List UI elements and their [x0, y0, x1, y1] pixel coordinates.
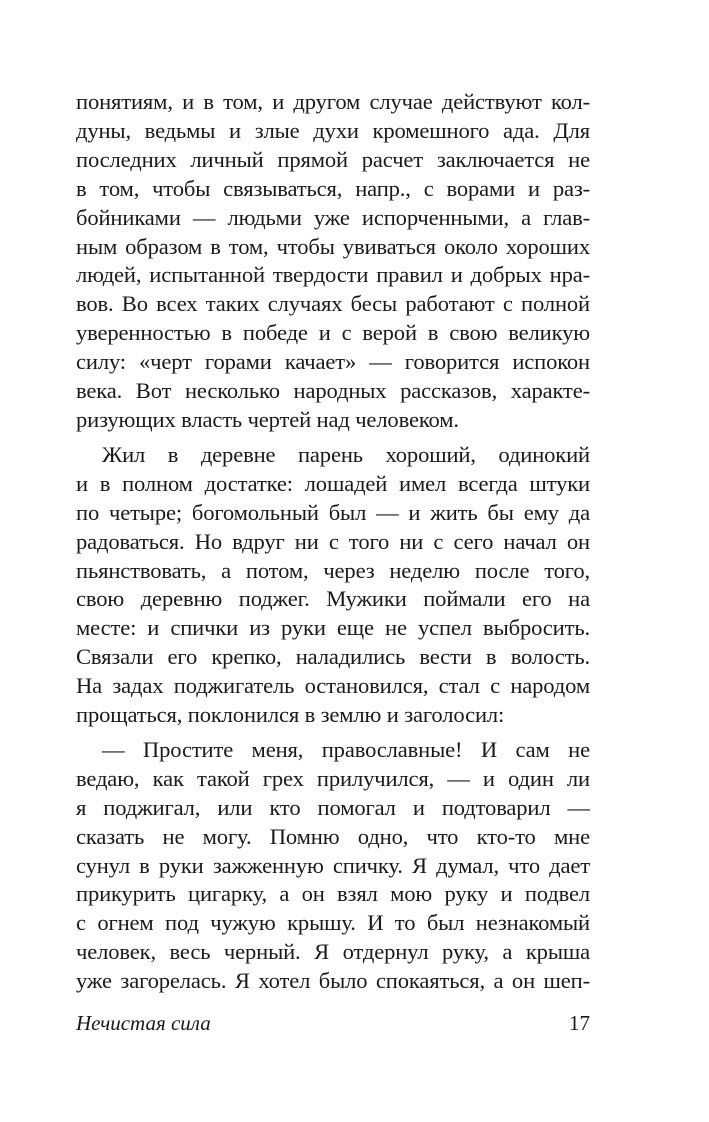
text-line: — Простите меня, православные! И сам не [102, 736, 590, 762]
text-line: сказать не могу. Помню одно, что кто-то мне [76, 823, 590, 849]
text-line: прикурить цигарку, а он взял мою руку и подвел [76, 881, 590, 907]
text-line: свою деревню поджег. Мужики поймали его на [76, 586, 590, 612]
text-line: с огнем под чужую крышу. И то был незнакомый [76, 910, 590, 936]
paragraph-2 [76, 441, 590, 730]
text-line: бойниками — людьми уже испорченными, а глав- [76, 204, 590, 230]
text-line: века. Вот несколько народных рассказов, характе- [76, 378, 590, 404]
text-line: уже загорелась. Я хотел было спокаяться, а он шеп- [76, 968, 590, 994]
page-text [76, 88, 590, 996]
text-line: месте: и спички из руки еще не успел выбросить. [76, 615, 590, 641]
text-line: ведаю, как такой грех прилучился, — и один ли [76, 765, 590, 791]
text-line: понятиям, и в том, и другом случае действуют кол- [76, 89, 590, 114]
text-line: человек, весь черный. Я отдернул руку, а крыша [76, 939, 590, 965]
text-line: людей, испытанной твердости правил и добрых нра- [76, 262, 590, 288]
text-line: и в полном достатке: лошадей имел всегда штуки [76, 470, 590, 496]
text-line: Связали его крепко, наладились вести в волость. [76, 644, 590, 670]
text-line: силу: «черт горами качает» — говорится испокон [76, 349, 590, 375]
page-number: 17 [569, 1011, 590, 1035]
text-line: дуны, ведьмы и злые духи кромешного ада. Для [76, 117, 590, 143]
text-line: в том, чтобы связываться, напр., с ворами и раз- [76, 175, 590, 201]
text-line: ным образом в том, чтобы увиваться около хороших [76, 233, 590, 259]
paragraph-3 [76, 736, 590, 996]
text-line: по четыре; богомольный был — и жить бы ему да [76, 499, 590, 525]
running-title: Нечистая сила [76, 1011, 211, 1035]
text-line: уверенностью в победе и с верой в свою великую [76, 320, 590, 346]
text-line: радоваться. Но вдруг ни с того ни с сего начал он [76, 528, 590, 554]
text-line: На задах поджигатель остановился, стал с народом [76, 673, 590, 699]
paragraph-1 [76, 88, 590, 435]
text-line: ризующих власть чертей над человеком. [76, 406, 459, 432]
text-line: вов. Во всех таких случаях бесы работают с полной [76, 291, 590, 317]
text-line: пьянствовать, а потом, через неделю после того, [76, 557, 590, 583]
text-line: Жил в деревне парень хороший, одинокий [102, 441, 590, 467]
text-line: последних личный прямой расчет заключается не [76, 146, 590, 172]
text-line: прощаться, поклонился в землю и заголосил: [76, 702, 505, 728]
text-line: я поджигал, или кто помогал и подтоварил — [76, 794, 590, 820]
text-line: сунул в руки зажженную спичку. Я думал, что дает [76, 852, 590, 878]
